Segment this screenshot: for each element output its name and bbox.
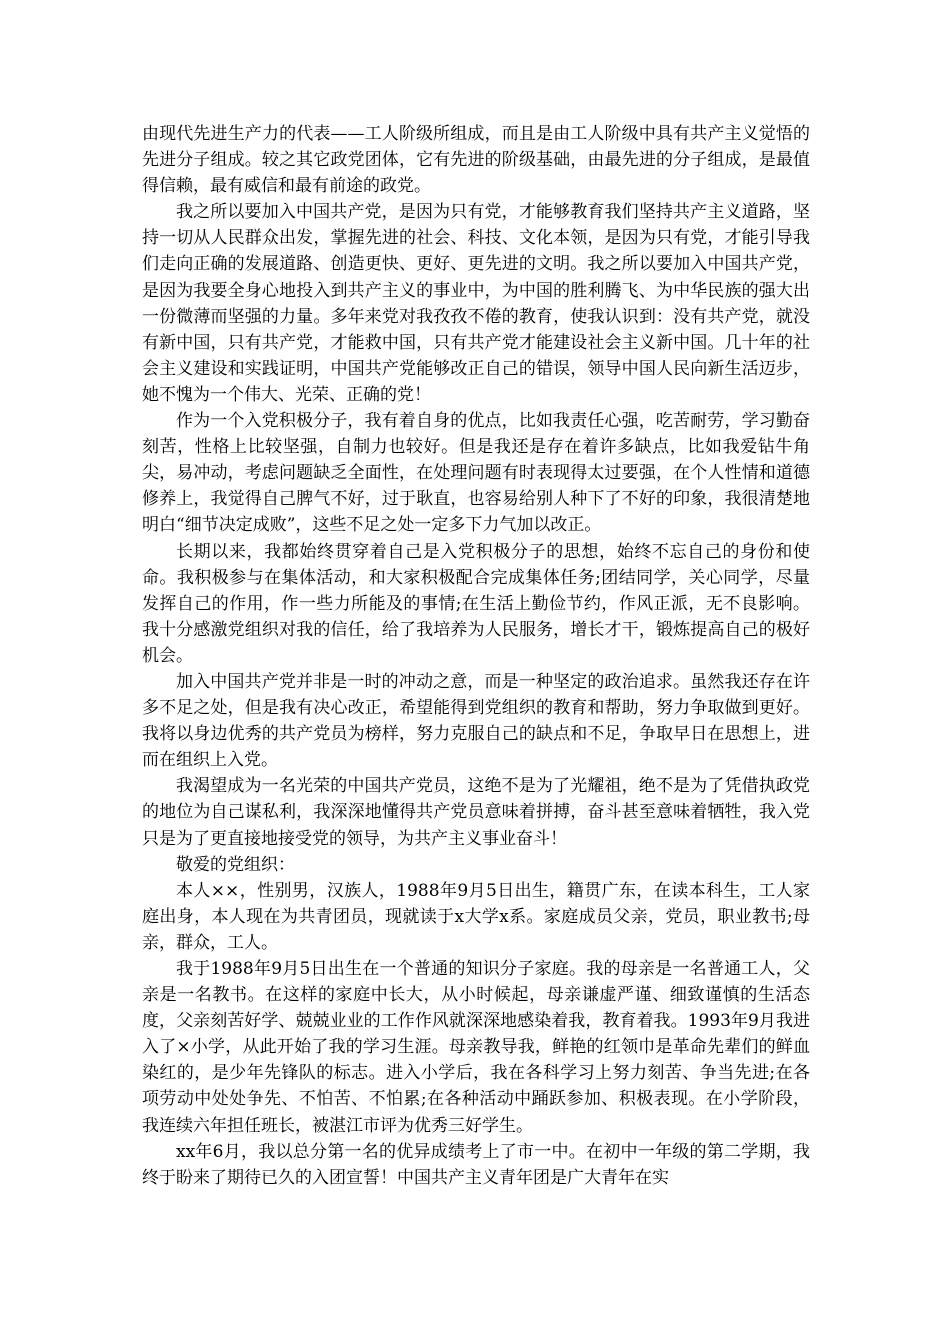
paragraph-3: 作为一个入党积极分子，我有着自身的优点，比如我责任心强，吃苦耐劳，学习勤奋刻苦，性格上比较坚强，自制力也较好。但是我还是存在着许多缺点，比如我爱钻牛角尖，易冲动，考虑问题缺乏全面性，在处理问题有时表现得太过要强，在个人性情和道德修养上，我觉得自己脾气不好，过于耿直，也容易给别人种下了不好的印象，我很清楚地明白“细节决定成败”，这些不足之处一定多下力气加以改正。 <box>142 411 810 536</box>
salutation: 敬爱的党组织： <box>176 854 295 875</box>
document-page <box>142 121 810 1191</box>
paragraph-4: 长期以来，我都始终贯穿着自己是入党积极分子的思想，始终不忘自己的身份和使命。我积极参与在集体活动，和大家积极配合完成集体任务;团结同学，关心同学，尽量发挥自己的作用，作一些力所能及的事情;在生活上勤俭节约，作风正派，无不良影响。我十分感激党组织对我的信任，给了我培养为人民服务，增长才干，锻炼提高自己的极好机会。 <box>142 541 810 666</box>
paragraph-2: 我之所以要加入中国共产党，是因为只有党，才能够教育我们坚持共产主义道路，坚持一切从人民群众出发，掌握先进的社会、科技、文化本领，是因为只有党，才能引导我们走向正确的发展道路、创造更快、更好、更先进的文明。我之所以要加入中国共产党，是因为我要全身心地投入到共产主义的事业中，为中国的胜利腾飞、为中华民族的强大出一份微薄而坚强的力量。多年来党对我孜孜不倦的教育，使我认识到：没有共产党，就没有新中国，只有共产党，才能救中国，只有共产党才能建设社会主义新中国。几十年的社会主义建设和实践证明，中国共产党能够改正自己的错误，领导中国人民向新生活迈步，她不愧为一个伟大、光荣、正确的党！ <box>142 202 810 405</box>
paragraph-8: 本人××，性别男，汉族人，1988年9月5日出生，籍贯广东，在读本科生，工人家庭出身，本人现在为共青团员，现就读于x大学x系。家庭成员父亲，党员，职业教书;母亲，群众，工人。 <box>142 880 810 953</box>
paragraph-5: 加入中国共产党并非是一时的冲动之意，而是一种坚定的政治追求。虽然我还存在许多不足之处，但是我有决心改正，希望能得到党组织的教育和帮助，努力争取做到更好。我将以身边优秀的共产党员为榜样，努力克服自己的缺点和不足，争取早日在思想上，进而在组织上入党。 <box>142 671 810 771</box>
paragraph-10: xx年6月，我以总分第一名的优异成绩考上了市一中。在初中一年级的第二学期，我终于盼来了期待已久的入团宣誓！中国共产主义青年团是广大青年在实 <box>142 1141 810 1188</box>
paragraph-6: 我渴望成为一名光荣的中国共产党员，这绝不是为了光耀祖，绝不是为了凭借执政党的地位为自己谋私利，我深深地懂得共产党员意味着拼搏，奋斗甚至意味着牺牲，我入党只是为了更直接地接受党的领导，为共产主义事业奋斗！ <box>142 776 810 849</box>
paragraph-9: 我于1988年9月5日出生在一个普通的知识分子家庭。我的母亲是一名普通工人，父亲是一名教书。在这样的家庭中长大，从小时候起，母亲谦虚严谨、细致谨慎的生活态度，父亲刻苦好学、兢兢业业的工作作风就深深地感染着我，教育着我。1993年9月我进入了×小学，从此开始了我的学习生涯。母亲教导我，鲜艳的红领巾是革命先辈们的鲜血染红的，是少年先锋队的标志。进入小学后，我在各科学习上努力刻苦、争当先进;在各项劳动中处处争先、不怕苦、不怕累;在各种活动中踊跃参加、积极表现。在小学阶段，我连续六年担任班长，被湛江市评为优秀三好学生。 <box>142 959 810 1136</box>
paragraph-1: 由现代先进生产力的代表——工人阶级所组成，而且是由工人阶级中具有共产主义觉悟的先进分子组成。较之其它政党团体，它有先进的阶级基础，由最先进的分子组成，是最值得信赖，最有威信和最有前途的政党。 <box>142 124 810 197</box>
